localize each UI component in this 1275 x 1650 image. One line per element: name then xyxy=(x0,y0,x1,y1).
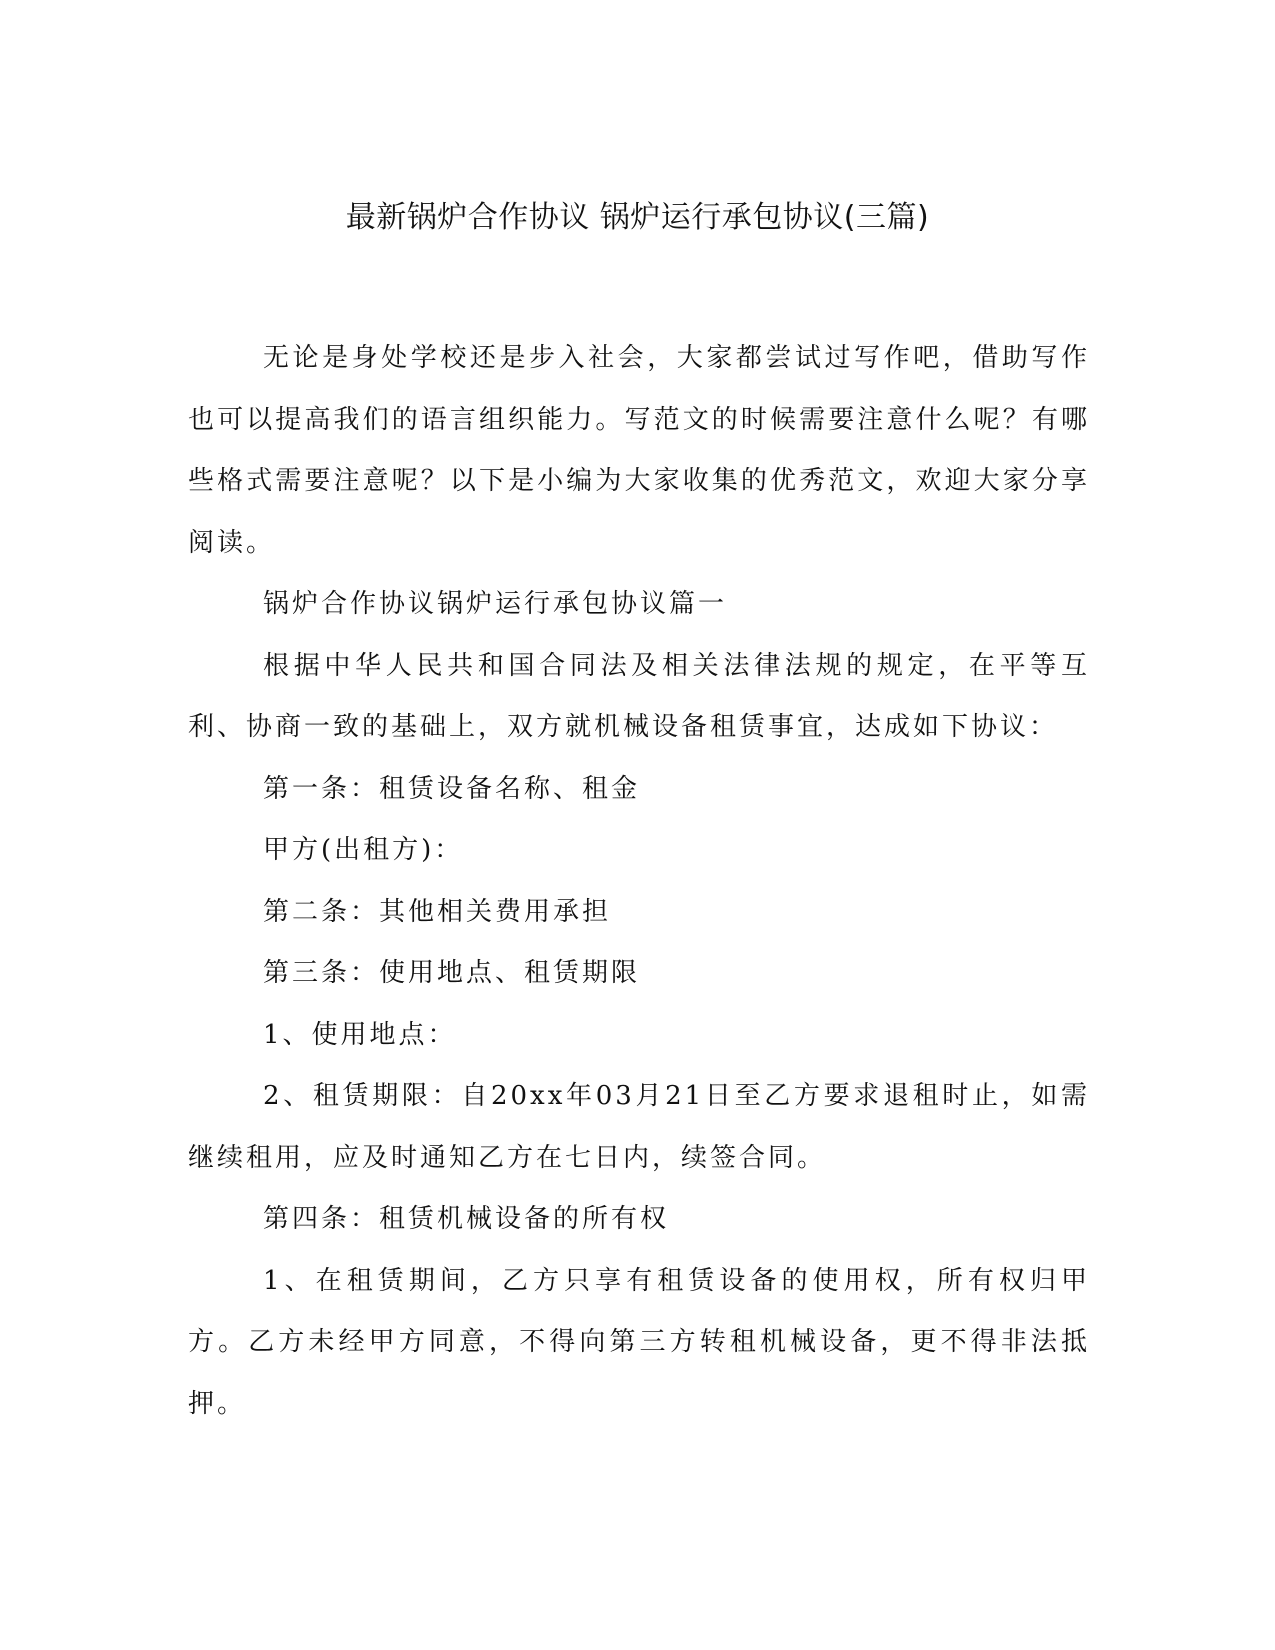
preamble-paragraph: 根据中华人民共和国合同法及相关法律法规的规定，在平等互利、协商一致的基础上，双方就机械设备租赁事宜，达成如下协议： xyxy=(188,650,1090,742)
article-heading: 第二条：其他相关费用承担 xyxy=(263,896,612,927)
clause-item: 2、租赁期限：自20xx年03月21日至乙方要求退租时止，如需继续租用，应及时通知乙方在七日内，续签合同。 xyxy=(188,1081,1090,1173)
article-heading: 第一条：租赁设备名称、租金 xyxy=(263,773,641,804)
party-a-line: 甲方(出租方)： xyxy=(263,835,464,865)
clause-item: 1、使用地点： xyxy=(263,1019,457,1050)
section-heading: 锅炉合作协议锅炉运行承包协议篇一 xyxy=(263,589,728,619)
document-body xyxy=(188,328,1090,1435)
document-title: 最新锅炉合作协议 锅炉运行承包协议(三篇) xyxy=(345,200,930,235)
article-heading: 第三条：使用地点、租赁期限 xyxy=(263,958,641,988)
clause-item: 1、在租赁期间，乙方只享有租赁设备的使用权，所有权归甲方。乙方未经甲方同意，不得向第三方转租机械设备，更不得非法抵押。 xyxy=(188,1265,1090,1419)
article-heading: 第四条：租赁机械设备的所有权 xyxy=(263,1204,670,1234)
intro-paragraph: 无论是身处学校还是步入社会，大家都尝试过写作吧，借助写作也可以提高我们的语言组织能力。写范文的时候需要注意什么呢？有哪些格式需要注意呢？以下是小编为大家收集的优秀范文，欢迎大家分享阅读。 xyxy=(188,343,1090,558)
